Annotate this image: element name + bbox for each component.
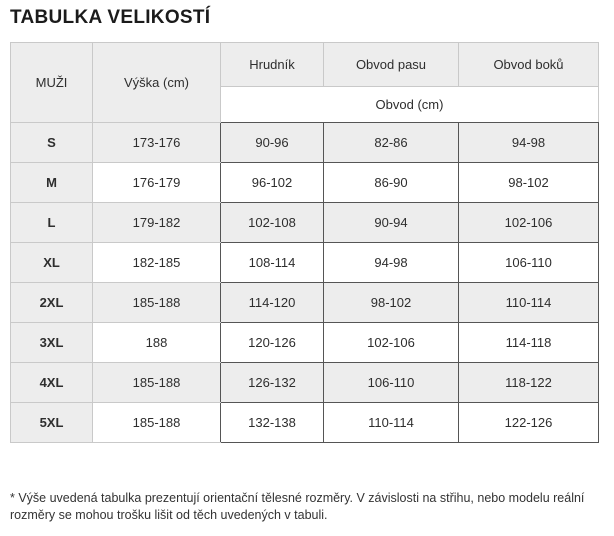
hips-cell: 106-110: [459, 243, 599, 283]
hips-cell: 122-126: [459, 403, 599, 443]
waist-cell: 102-106: [324, 323, 459, 363]
waist-cell: 106-110: [324, 363, 459, 403]
height-cell: 179-182: [93, 203, 221, 243]
size-label-cell: 2XL: [11, 283, 93, 323]
waist-cell: 94-98: [324, 243, 459, 283]
header-circumference-group: Obvod (cm): [221, 87, 599, 123]
hips-cell: 118-122: [459, 363, 599, 403]
hips-cell: 94-98: [459, 123, 599, 163]
size-table-header: [11, 43, 599, 123]
chest-cell: 120-126: [221, 323, 324, 363]
table-row: [11, 323, 599, 363]
chest-cell: 90-96: [221, 123, 324, 163]
chest-cell: 114-120: [221, 283, 324, 323]
header-hips: Obvod boků: [459, 43, 599, 87]
height-cell: 185-188: [93, 363, 221, 403]
table-row: [11, 123, 599, 163]
footnote: * Výše uvedená tabulka prezentují orientační tělesné rozměry. V závislosti na střihu, nebo modelu reální rozměry se mohou trošku lišit od těch uvedených v tabuli.: [10, 491, 585, 522]
height-cell: 182-185: [93, 243, 221, 283]
hips-cell: 110-114: [459, 283, 599, 323]
chest-cell: 132-138: [221, 403, 324, 443]
size-table: [10, 42, 599, 443]
chest-cell: 96-102: [221, 163, 324, 203]
chest-cell: 126-132: [221, 363, 324, 403]
waist-cell: 98-102: [324, 283, 459, 323]
header-waist: Obvod pasu: [324, 43, 459, 87]
waist-cell: 82-86: [324, 123, 459, 163]
header-category: MUŽI: [11, 43, 93, 123]
hips-cell: 98-102: [459, 163, 599, 203]
chest-cell: 108-114: [221, 243, 324, 283]
size-label-cell: 3XL: [11, 323, 93, 363]
size-label-cell: S: [11, 123, 93, 163]
height-cell: 188: [93, 323, 221, 363]
waist-cell: 90-94: [324, 203, 459, 243]
size-label-cell: 5XL: [11, 403, 93, 443]
table-row: [11, 363, 599, 403]
table-row: [11, 403, 599, 443]
size-label-cell: M: [11, 163, 93, 203]
header-chest: Hrudník: [221, 43, 324, 87]
size-table-body: [11, 123, 599, 443]
height-cell: 173-176: [93, 123, 221, 163]
hips-cell: 114-118: [459, 323, 599, 363]
size-label-cell: XL: [11, 243, 93, 283]
table-row: [11, 163, 599, 203]
waist-cell: 86-90: [324, 163, 459, 203]
height-cell: 185-188: [93, 403, 221, 443]
size-label-cell: L: [11, 203, 93, 243]
height-cell: 176-179: [93, 163, 221, 203]
chest-cell: 102-108: [221, 203, 324, 243]
height-cell: 185-188: [93, 283, 221, 323]
header-height: Výška (cm): [93, 43, 221, 123]
hips-cell: 102-106: [459, 203, 599, 243]
page-title: TABULKA VELIKOSTÍ: [10, 7, 211, 28]
size-label-cell: 4XL: [11, 363, 93, 403]
waist-cell: 110-114: [324, 403, 459, 443]
table-row: [11, 283, 599, 323]
table-row: [11, 243, 599, 283]
table-row: [11, 203, 599, 243]
